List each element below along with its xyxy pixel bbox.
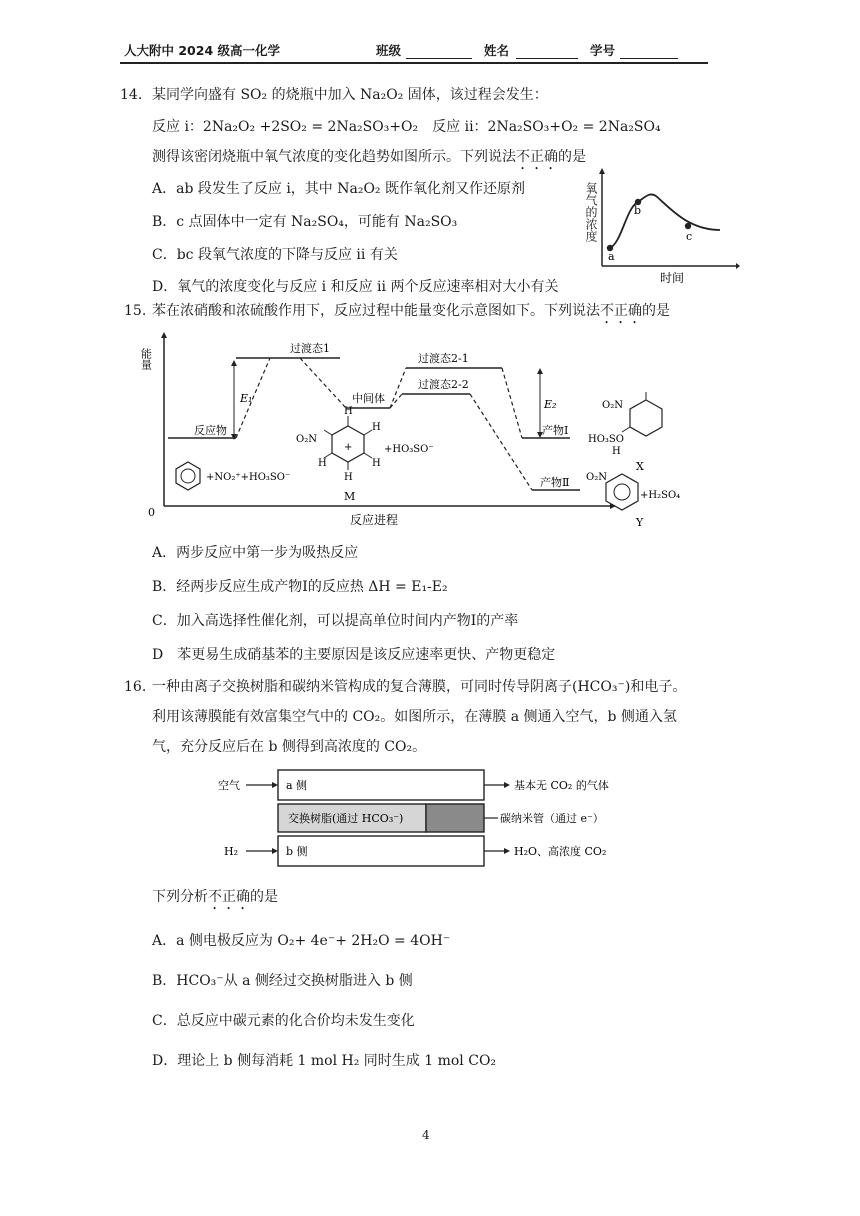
point-c	[685, 223, 691, 229]
m-label: M	[344, 490, 356, 503]
svg-text:H: H	[318, 458, 327, 469]
graph-ylabel: 氧气的浓度	[584, 182, 598, 242]
m-no2: O₂N	[296, 434, 317, 445]
axis-xlabel: 反应进程	[350, 513, 399, 527]
q16-line-3: 气，充分反应后在 b 侧得到高浓度的 CO₂。	[152, 739, 427, 755]
y-no2: O₂N	[586, 472, 607, 483]
q14-ask-emphasis: 不正确	[516, 149, 558, 165]
id-blank	[620, 58, 678, 59]
h2-inlet-label: H₂	[224, 845, 239, 858]
m-byproduct: +HO₃SO⁻	[384, 444, 434, 455]
x-label: X	[636, 460, 644, 473]
q16-ask-prefix: 下列分析	[152, 889, 208, 905]
x-h: H	[612, 446, 621, 457]
class-blank	[406, 58, 472, 59]
a-side-chamber	[278, 770, 484, 800]
q16-line-1: 一种由离子交换树脂和碳纳米管构成的复合薄膜，可同时传导阴离子(HCO₃⁻)和电子。	[152, 679, 687, 695]
e1-label: E₁	[240, 392, 253, 405]
q14-number: 14.	[120, 87, 143, 103]
q16-option-a[interactable]: A．a 侧电极反应为 O₂+ 4e⁻+ 2H₂O = 4OH⁻	[152, 933, 451, 949]
q14-option-a[interactable]: A．ab 段发生了反应 i，其中 Na₂O₂ 既作氧化剂又作还原剂	[152, 181, 525, 197]
q16-ask-emphasis: 不正确	[208, 889, 250, 905]
q16-option-b[interactable]: B．HCO₃⁻从 a 侧经过交换树脂进入 b 侧	[152, 973, 413, 989]
x-no2: O₂N	[602, 400, 623, 411]
intermediate-label: 中间体	[352, 392, 385, 405]
q16-line-2: 利用该薄膜能有效富集空气中的 CO₂。如图所示，在薄膜 a 侧通入空气，b 侧通入氢	[152, 709, 677, 725]
q14-ask-prefix: 测得该密闭烧瓶中氧气浓度的变化趋势如图所示。下列说法	[152, 149, 516, 165]
b-side-label: b 侧	[286, 845, 308, 858]
product-x-structure	[622, 392, 662, 436]
q15-stem	[152, 302, 670, 327]
a-side-label: a 侧	[286, 779, 308, 792]
id-label: 学号	[590, 43, 616, 58]
x-hso3o: HO₃SO	[588, 434, 624, 445]
q14-option-b[interactable]: B．c 点固体中一定有 Na₂SO₄，可能有 Na₂SO₃	[152, 214, 458, 230]
q15-option-a[interactable]: A．两步反应中第一步为吸热反应	[152, 545, 359, 561]
svg-text:H: H	[344, 472, 353, 483]
membrane-diagram	[216, 766, 636, 876]
a-outlet-label: 基本无 CO₂ 的气体	[514, 779, 609, 792]
q16-ask	[152, 888, 278, 913]
e2-label: E₂	[544, 398, 557, 411]
graph-xlabel: 时间	[660, 271, 685, 285]
ts21-label: 过渡态2-1	[418, 352, 469, 365]
product1-label: 产物Ⅰ	[542, 424, 569, 437]
point-c-label: c	[686, 230, 693, 243]
q14-option-d[interactable]: D．氧气的浓度变化与反应 i 和反应 ii 两个反应速率相对大小有关	[152, 279, 559, 295]
q15-stem-suffix: 的是	[642, 303, 670, 319]
q15-stem-emphasis: 不正确	[600, 303, 642, 319]
product2-label: 产物Ⅱ	[540, 476, 570, 489]
m-plus-charge: +	[344, 442, 353, 453]
oxygen-concentration-graph	[580, 168, 740, 288]
reactant-label: 反应物	[194, 424, 227, 437]
svg-text:H: H	[372, 422, 381, 433]
ts1-label: 过渡态1	[290, 342, 330, 355]
name-label: 姓名	[484, 43, 510, 58]
benzene-structure	[176, 462, 200, 490]
point-a-label: a	[608, 250, 615, 263]
school-course-title: 人大附中 2024 级高一化学	[124, 43, 280, 58]
q14-stem: 某同学向盛有 SO₂ 的烧瓶中加入 Na₂O₂ 固体，该过程会发生：	[152, 87, 548, 103]
q15-option-b[interactable]: B．经两步反应生成产物Ⅰ的反应热 ΔH = E₁-E₂	[152, 579, 448, 595]
q16-option-d[interactable]: D．理论上 b 侧每消耗 1 mol H₂ 同时生成 1 mol CO₂	[152, 1053, 497, 1069]
page-number: 4	[422, 1128, 430, 1142]
name-blank	[516, 58, 578, 59]
axis-origin: 0	[148, 506, 155, 519]
point-b-label: b	[634, 204, 642, 217]
header-rule	[120, 62, 708, 64]
q15-number: 15.	[124, 303, 147, 319]
q14-ask	[152, 148, 586, 173]
b-side-chamber	[278, 836, 484, 866]
q15-stem-prefix: 苯在浓硝酸和浓硫酸作用下，反应过程中能量变化示意图如下。下列说法	[152, 303, 600, 319]
reactant-formula: +NO₂⁺+HO₃SO⁻	[206, 472, 291, 483]
q14-reactions: 反应 i：2Na₂O₂ +2SO₂ = 2Na₂SO₃+O₂ 反应 ii：2Na₂SO₃+O₂ = 2Na₂SO₄	[152, 119, 661, 135]
q16-ask-suffix: 的是	[250, 889, 278, 905]
b-outlet-label: H₂O、高浓度 CO₂	[514, 845, 607, 858]
svg-text:H: H	[344, 406, 353, 417]
q15-option-c[interactable]: C．加入高选择性催化剂，可以提高单位时间内产物Ⅰ的产率	[152, 613, 519, 629]
axis-ylabel: 能量	[140, 348, 153, 370]
resin-label: 交换树脂(通过 HCO₃⁻)	[288, 812, 404, 825]
q16-option-c[interactable]: C．总反应中碳元素的化合价均未发生变化	[152, 1013, 415, 1029]
svg-text:H: H	[372, 458, 381, 469]
air-inlet-label: 空气	[218, 779, 240, 792]
q16-number: 16.	[124, 679, 147, 695]
q14-option-c[interactable]: C．bc 段氧气浓度的下降与反应 ii 有关	[152, 247, 398, 263]
q14-ask-suffix: 的是	[558, 149, 586, 165]
y-byproduct: +H₂SO₄	[640, 490, 681, 501]
q15-option-d[interactable]: D 苯更易生成硝基苯的主要原因是该反应速率更快、产物更稳定	[152, 647, 556, 663]
class-label: 班级	[376, 43, 402, 58]
energy-profile-diagram	[140, 330, 710, 530]
cnt-label: 碳纳米管（通过 e⁻）	[500, 812, 604, 825]
ts22-label: 过渡态2-2	[418, 378, 469, 391]
y-label: Y	[636, 516, 644, 529]
concentration-curve	[610, 194, 720, 248]
cnt-layer	[426, 804, 484, 832]
